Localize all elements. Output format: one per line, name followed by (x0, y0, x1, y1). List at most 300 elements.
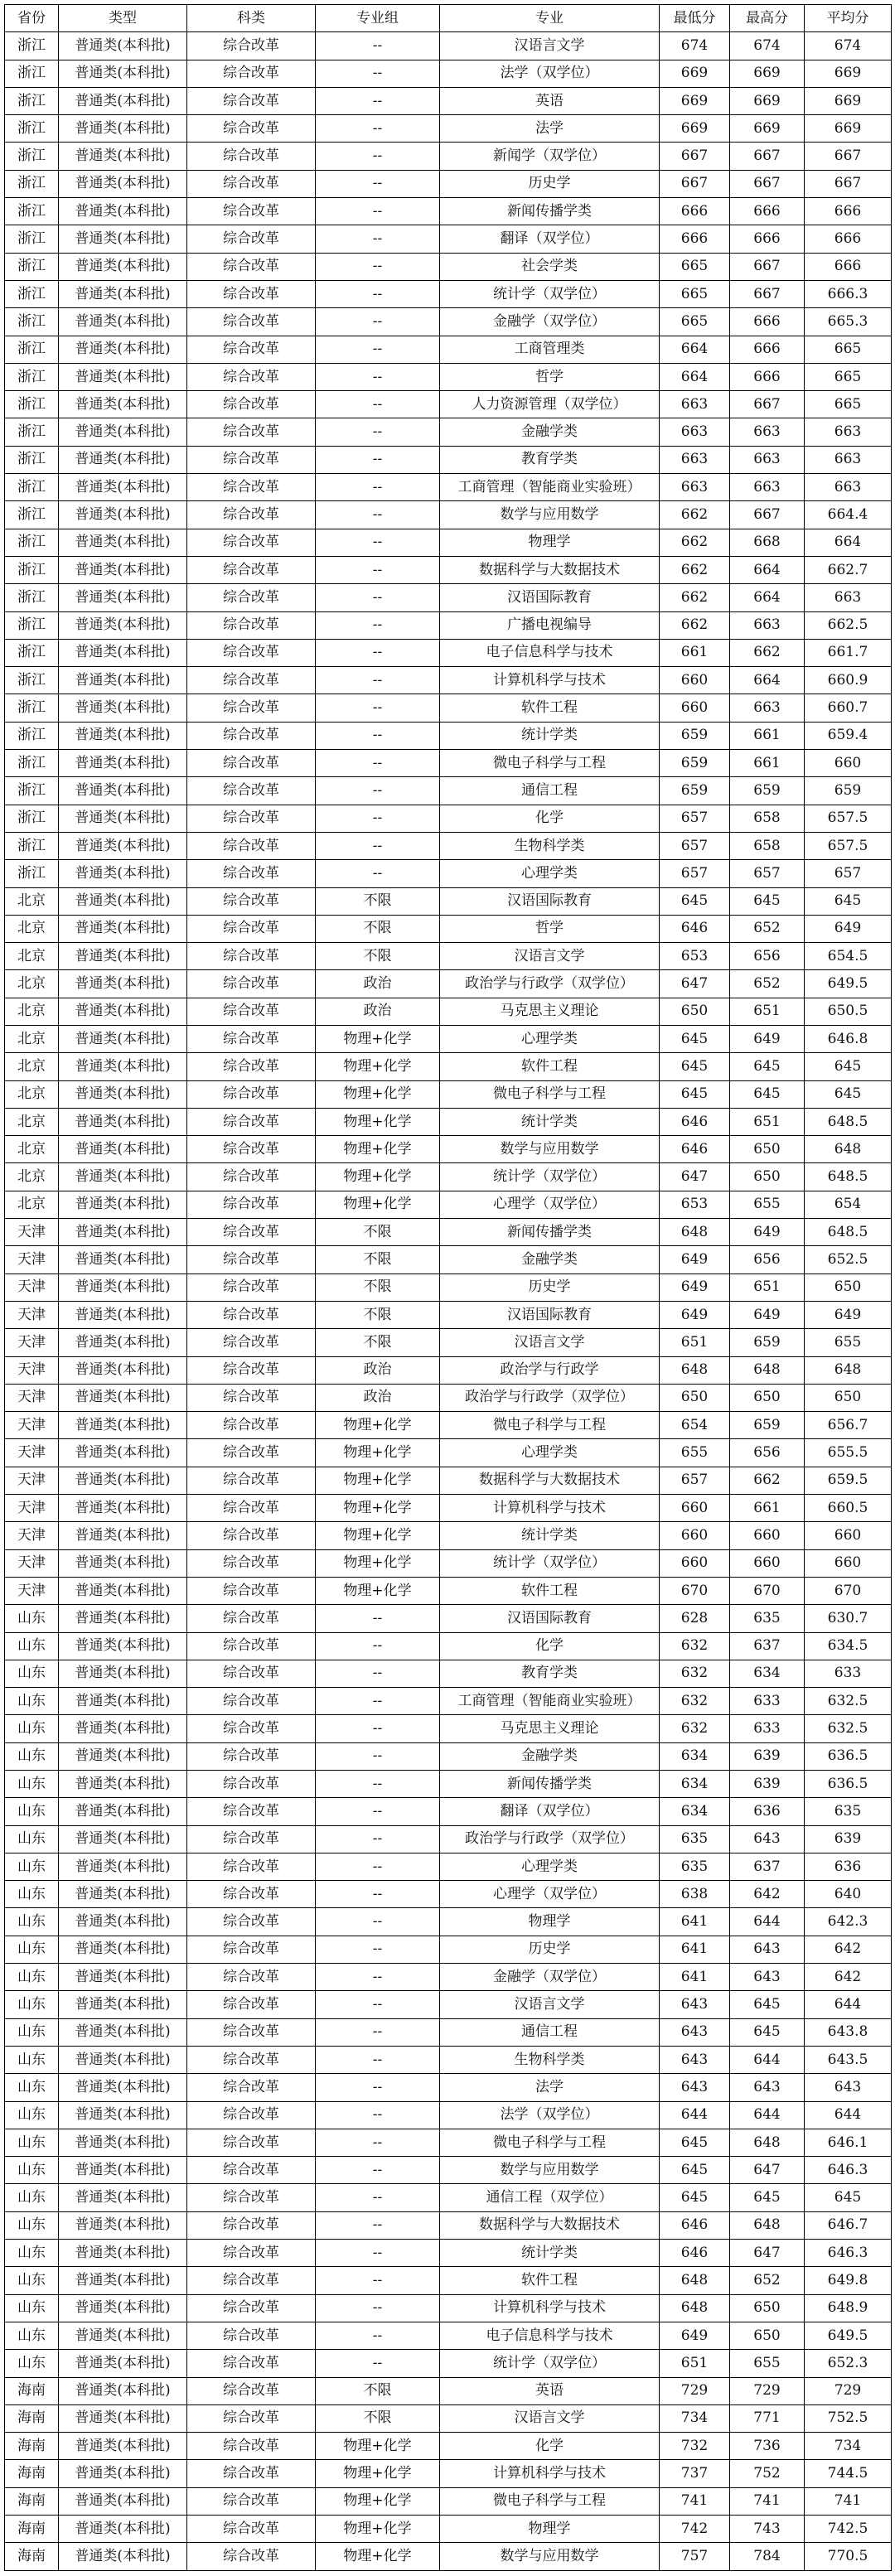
cell-max-score: 643 (730, 1964, 805, 1991)
cell-group: -- (316, 280, 440, 307)
cell-province: 山东 (5, 1688, 59, 1715)
cell-min-score: 659 (660, 750, 730, 777)
cell-category: 综合改革 (187, 1632, 316, 1660)
cell-min-score: 648 (660, 1356, 730, 1384)
cell-min-score: 665 (660, 253, 730, 280)
cell-type: 普通类(本科批) (59, 2101, 187, 2129)
cell-avg-score: 643 (805, 2074, 892, 2101)
cell-type: 普通类(本科批) (59, 418, 187, 446)
cell-max-score: 657 (730, 860, 805, 887)
table-row (5, 1908, 892, 1936)
cell-group: 不限 (316, 2404, 440, 2432)
cell-group: -- (316, 1936, 440, 1963)
cell-category: 综合改革 (187, 1274, 316, 1301)
cell-min-score: 667 (660, 170, 730, 197)
cell-major: 新闻传播学类 (440, 1219, 660, 1246)
cell-min-score: 654 (660, 1412, 730, 1439)
cell-type: 普通类(本科批) (59, 943, 187, 970)
cell-province: 山东 (5, 2157, 59, 2184)
table-row (5, 1964, 892, 1991)
cell-province: 山东 (5, 2350, 59, 2377)
cell-major: 物理学 (440, 529, 660, 556)
cell-avg-score: 648.5 (805, 1219, 892, 1246)
cell-avg-score: 660.7 (805, 694, 892, 722)
cell-category: 综合改革 (187, 584, 316, 611)
cell-min-score: 648 (660, 2294, 730, 2322)
cell-type: 普通类(本科批) (59, 2046, 187, 2073)
cell-category: 综合改革 (187, 143, 316, 170)
table-row (5, 1219, 892, 1246)
cell-avg-score: 665 (805, 363, 892, 390)
cell-type: 普通类(本科批) (59, 556, 187, 583)
cell-group: -- (316, 60, 440, 87)
cell-group: 物理+化学 (316, 1412, 440, 1439)
cell-min-score: 645 (660, 1025, 730, 1052)
cell-min-score: 662 (660, 529, 730, 556)
cell-province: 天津 (5, 1274, 59, 1301)
cell-max-score: 652 (730, 2267, 805, 2294)
table-row (5, 391, 892, 418)
cell-max-score: 667 (730, 391, 805, 418)
cell-group: 不限 (316, 1329, 440, 1356)
cell-province: 浙江 (5, 860, 59, 887)
table-row (5, 1274, 892, 1301)
cell-min-score: 646 (660, 1136, 730, 1163)
cell-max-score: 667 (730, 501, 805, 529)
table-row (5, 832, 892, 859)
cell-province: 天津 (5, 1439, 59, 1467)
cell-min-score: 646 (660, 2240, 730, 2267)
cell-avg-score: 648.9 (805, 2294, 892, 2322)
cell-group: 物理+化学 (316, 1191, 440, 1218)
cell-min-score: 657 (660, 832, 730, 859)
cell-category: 综合改革 (187, 2350, 316, 2377)
cell-category: 综合改革 (187, 1991, 316, 2018)
cell-province: 山东 (5, 2322, 59, 2349)
cell-max-score: 666 (730, 225, 805, 253)
cell-group: -- (316, 1715, 440, 1742)
cell-min-score: 674 (660, 32, 730, 60)
cell-province: 北京 (5, 1053, 59, 1080)
cell-major: 汉语言文学 (440, 32, 660, 60)
cell-min-score: 659 (660, 722, 730, 749)
cell-avg-score: 666.3 (805, 280, 892, 307)
cell-min-score: 663 (660, 446, 730, 473)
cell-major: 教育学类 (440, 446, 660, 473)
cell-min-score: 666 (660, 198, 730, 225)
cell-province: 山东 (5, 2129, 59, 2156)
cell-max-score: 650 (730, 1163, 805, 1191)
cell-major: 新闻传播学类 (440, 1771, 660, 1798)
cell-major: 物理学 (440, 2516, 660, 2543)
cell-category: 综合改革 (187, 2433, 316, 2460)
cell-major: 广播电视编导 (440, 611, 660, 639)
cell-province: 山东 (5, 1936, 59, 1963)
cell-max-score: 660 (730, 1522, 805, 1549)
cell-major: 英语 (440, 87, 660, 114)
cell-group: 物理+化学 (316, 1136, 440, 1163)
cell-min-score: 657 (660, 805, 730, 832)
cell-province: 山东 (5, 2046, 59, 2073)
cell-category: 综合改革 (187, 1301, 316, 1328)
cell-category: 综合改革 (187, 1522, 316, 1549)
cell-group: -- (316, 529, 440, 556)
cell-category: 综合改革 (187, 2074, 316, 2101)
cell-group: 物理+化学 (316, 1577, 440, 1604)
cell-province: 浙江 (5, 87, 59, 114)
cell-avg-score: 654 (805, 1191, 892, 1218)
cell-type: 普通类(本科批) (59, 998, 187, 1025)
table-row (5, 1467, 892, 1494)
cell-category: 综合改革 (187, 2377, 316, 2404)
cell-major: 汉语国际教育 (440, 1605, 660, 1632)
cell-avg-score: 660.9 (805, 667, 892, 694)
cell-group: -- (316, 391, 440, 418)
cell-province: 浙江 (5, 501, 59, 529)
header-max-score: 最高分 (730, 5, 805, 32)
cell-max-score: 666 (730, 336, 805, 363)
cell-avg-score: 649 (805, 915, 892, 942)
cell-type: 普通类(本科批) (59, 1964, 187, 1991)
table-row (5, 363, 892, 390)
cell-group: -- (316, 1825, 440, 1853)
cell-group: -- (316, 694, 440, 722)
cell-category: 综合改革 (187, 2543, 316, 2570)
cell-province: 天津 (5, 1577, 59, 1604)
cell-category: 综合改革 (187, 1439, 316, 1467)
cell-group: 不限 (316, 1274, 440, 1301)
cell-type: 普通类(本科批) (59, 87, 187, 114)
table-row (5, 474, 892, 501)
cell-min-score: 646 (660, 1108, 730, 1135)
cell-max-score: 644 (730, 2046, 805, 2073)
cell-major: 生物科学类 (440, 832, 660, 859)
cell-category: 综合改革 (187, 1688, 316, 1715)
cell-category: 综合改革 (187, 1025, 316, 1052)
cell-category: 综合改革 (187, 1964, 316, 1991)
cell-max-score: 669 (730, 115, 805, 143)
cell-max-score: 667 (730, 143, 805, 170)
cell-min-score: 645 (660, 2157, 730, 2184)
table-row (5, 943, 892, 970)
cell-max-score: 666 (730, 308, 805, 336)
cell-avg-score: 639 (805, 1825, 892, 1853)
cell-group: -- (316, 308, 440, 336)
cell-province: 浙江 (5, 832, 59, 859)
cell-min-score: 661 (660, 639, 730, 666)
table-row (5, 998, 892, 1025)
cell-major: 金融学类 (440, 1246, 660, 1274)
table-row (5, 2129, 892, 2156)
cell-type: 普通类(本科批) (59, 1549, 187, 1577)
cell-type: 普通类(本科批) (59, 805, 187, 832)
cell-avg-score: 667 (805, 143, 892, 170)
cell-province: 浙江 (5, 446, 59, 473)
cell-category: 综合改革 (187, 1908, 316, 1936)
cell-avg-score: 666 (805, 198, 892, 225)
cell-major: 政治学与行政学（双学位） (440, 1384, 660, 1411)
cell-province: 浙江 (5, 529, 59, 556)
cell-province: 山东 (5, 2240, 59, 2267)
cell-major: 数学与应用数学 (440, 2157, 660, 2184)
header-min-score: 最低分 (660, 5, 730, 32)
cell-max-score: 652 (730, 915, 805, 942)
cell-max-score: 651 (730, 998, 805, 1025)
cell-type: 普通类(本科批) (59, 280, 187, 307)
cell-province: 海南 (5, 2433, 59, 2460)
cell-max-score: 650 (730, 2322, 805, 2349)
cell-category: 综合改革 (187, 1605, 316, 1632)
cell-avg-score: 650 (805, 1274, 892, 1301)
cell-type: 普通类(本科批) (59, 1053, 187, 1080)
cell-min-score: 664 (660, 363, 730, 390)
cell-category: 综合改革 (187, 2294, 316, 2322)
cell-category: 综合改革 (187, 1053, 316, 1080)
cell-max-score: 662 (730, 639, 805, 666)
cell-group: -- (316, 556, 440, 583)
cell-major: 法学 (440, 115, 660, 143)
cell-max-score: 650 (730, 1384, 805, 1411)
table-row (5, 860, 892, 887)
cell-max-score: 643 (730, 2074, 805, 2101)
cell-type: 普通类(本科批) (59, 2377, 187, 2404)
cell-avg-score: 643.5 (805, 2046, 892, 2073)
cell-category: 综合改革 (187, 1715, 316, 1742)
cell-major: 教育学类 (440, 1660, 660, 1687)
cell-type: 普通类(本科批) (59, 2267, 187, 2294)
cell-province: 浙江 (5, 143, 59, 170)
cell-avg-score: 640 (805, 1881, 892, 1908)
cell-min-score: 649 (660, 1301, 730, 1328)
table-row (5, 1108, 892, 1135)
table-row (5, 722, 892, 749)
cell-max-score: 741 (730, 2487, 805, 2515)
cell-major: 计算机科学与技术 (440, 667, 660, 694)
cell-type: 普通类(本科批) (59, 32, 187, 60)
cell-major: 金融学类 (440, 418, 660, 446)
cell-major: 汉语言文学 (440, 1991, 660, 2018)
cell-group: -- (316, 143, 440, 170)
cell-avg-score: 660.5 (805, 1495, 892, 1522)
cell-province: 浙江 (5, 198, 59, 225)
cell-category: 综合改革 (187, 694, 316, 722)
table-row (5, 2211, 892, 2239)
cell-min-score: 666 (660, 225, 730, 253)
cell-avg-score: 657.5 (805, 832, 892, 859)
cell-max-score: 658 (730, 832, 805, 859)
cell-avg-score: 646.3 (805, 2240, 892, 2267)
cell-max-score: 666 (730, 363, 805, 390)
cell-max-score: 645 (730, 2018, 805, 2046)
cell-group: -- (316, 170, 440, 197)
table-row (5, 115, 892, 143)
cell-max-score: 662 (730, 1467, 805, 1494)
cell-type: 普通类(本科批) (59, 1025, 187, 1052)
cell-group: 物理+化学 (316, 1439, 440, 1467)
cell-major: 工商管理（智能商业实验班） (440, 474, 660, 501)
cell-type: 普通类(本科批) (59, 1384, 187, 1411)
cell-max-score: 743 (730, 2516, 805, 2543)
cell-max-score: 648 (730, 2129, 805, 2156)
table-row (5, 2018, 892, 2046)
table-row (5, 1412, 892, 1439)
cell-type: 普通类(本科批) (59, 1605, 187, 1632)
cell-avg-score: 655.5 (805, 1439, 892, 1467)
header-type: 类型 (59, 5, 187, 32)
cell-type: 普通类(本科批) (59, 143, 187, 170)
table-row (5, 501, 892, 529)
cell-category: 综合改革 (187, 1936, 316, 1963)
cell-min-score: 649 (660, 1246, 730, 1274)
cell-min-score: 742 (660, 2516, 730, 2543)
cell-type: 普通类(本科批) (59, 694, 187, 722)
table-row (5, 694, 892, 722)
cell-group: -- (316, 832, 440, 859)
cell-avg-score: 645 (805, 1080, 892, 1108)
cell-province: 浙江 (5, 363, 59, 390)
cell-major: 数据科学与大数据技术 (440, 2211, 660, 2239)
cell-avg-score: 649.5 (805, 2322, 892, 2349)
cell-major: 统计学（双学位） (440, 2350, 660, 2377)
cell-major: 电子信息科学与技术 (440, 639, 660, 666)
cell-min-score: 657 (660, 1467, 730, 1494)
cell-type: 普通类(本科批) (59, 446, 187, 473)
table-row (5, 1742, 892, 1770)
cell-avg-score: 632.5 (805, 1715, 892, 1742)
cell-avg-score: 634.5 (805, 1632, 892, 1660)
cell-group: -- (316, 2046, 440, 2073)
cell-type: 普通类(本科批) (59, 1108, 187, 1135)
cell-max-score: 645 (730, 887, 805, 915)
cell-major: 数学与应用数学 (440, 1136, 660, 1163)
cell-group: 不限 (316, 943, 440, 970)
cell-major: 电子信息科学与技术 (440, 2322, 660, 2349)
table-row (5, 529, 892, 556)
cell-max-score: 656 (730, 1246, 805, 1274)
cell-type: 普通类(本科批) (59, 2211, 187, 2239)
cell-province: 天津 (5, 1549, 59, 1577)
cell-type: 普通类(本科批) (59, 2074, 187, 2101)
table-row (5, 1246, 892, 1274)
cell-major: 马克思主义理论 (440, 1715, 660, 1742)
cell-major: 数学与应用数学 (440, 2543, 660, 2570)
cell-province: 山东 (5, 1605, 59, 1632)
cell-major: 政治学与行政学 (440, 1356, 660, 1384)
cell-group: -- (316, 2211, 440, 2239)
cell-max-score: 664 (730, 556, 805, 583)
cell-max-score: 664 (730, 584, 805, 611)
cell-type: 普通类(本科批) (59, 1467, 187, 1494)
cell-avg-score: 648 (805, 1136, 892, 1163)
cell-category: 综合改革 (187, 60, 316, 87)
cell-max-score: 659 (730, 1412, 805, 1439)
cell-avg-score: 645 (805, 887, 892, 915)
cell-max-score: 636 (730, 1798, 805, 1825)
cell-avg-score: 648.5 (805, 1108, 892, 1135)
cell-major: 翻译（双学位） (440, 225, 660, 253)
cell-type: 普通类(本科批) (59, 253, 187, 280)
table-body (5, 32, 892, 2570)
cell-province: 浙江 (5, 418, 59, 446)
cell-type: 普通类(本科批) (59, 225, 187, 253)
cell-type: 普通类(本科批) (59, 2404, 187, 2432)
cell-major: 化学 (440, 805, 660, 832)
table-row (5, 2240, 892, 2267)
cell-min-score: 643 (660, 1991, 730, 2018)
cell-province: 山东 (5, 2211, 59, 2239)
cell-type: 普通类(本科批) (59, 501, 187, 529)
table-row (5, 1605, 892, 1632)
cell-category: 综合改革 (187, 2184, 316, 2211)
table-row (5, 336, 892, 363)
cell-category: 综合改革 (187, 915, 316, 942)
cell-min-score: 632 (660, 1632, 730, 1660)
cell-avg-score: 642.3 (805, 1908, 892, 1936)
cell-type: 普通类(本科批) (59, 667, 187, 694)
cell-type: 普通类(本科批) (59, 1881, 187, 1908)
cell-province: 海南 (5, 2404, 59, 2432)
table-row (5, 2433, 892, 2460)
cell-min-score: 638 (660, 1881, 730, 1908)
cell-province: 山东 (5, 1742, 59, 1770)
cell-group: -- (316, 1881, 440, 1908)
cell-type: 普通类(本科批) (59, 887, 187, 915)
cell-province: 天津 (5, 1384, 59, 1411)
table-row (5, 970, 892, 998)
cell-major: 翻译（双学位） (440, 1798, 660, 1825)
cell-major: 汉语言文学 (440, 943, 660, 970)
cell-avg-score: 630.7 (805, 1605, 892, 1632)
cell-group: -- (316, 667, 440, 694)
cell-group: 物理+化学 (316, 2433, 440, 2460)
cell-avg-score: 657 (805, 860, 892, 887)
cell-province: 山东 (5, 1853, 59, 1880)
cell-min-score: 660 (660, 1495, 730, 1522)
cell-group: -- (316, 722, 440, 749)
cell-type: 普通类(本科批) (59, 1495, 187, 1522)
cell-group: 不限 (316, 887, 440, 915)
cell-group: -- (316, 2157, 440, 2184)
cell-province: 北京 (5, 887, 59, 915)
table-row (5, 1798, 892, 1825)
cell-max-score: 634 (730, 1660, 805, 1687)
cell-min-score: 645 (660, 1080, 730, 1108)
cell-category: 综合改革 (187, 1853, 316, 1880)
cell-major: 软件工程 (440, 1577, 660, 1604)
cell-province: 山东 (5, 2018, 59, 2046)
cell-max-score: 659 (730, 1329, 805, 1356)
cell-type: 普通类(本科批) (59, 2018, 187, 2046)
cell-major: 统计学类 (440, 2240, 660, 2267)
cell-major: 人力资源管理（双学位） (440, 391, 660, 418)
table-row (5, 1853, 892, 1880)
cell-type: 普通类(本科批) (59, 2516, 187, 2543)
cell-min-score: 737 (660, 2460, 730, 2487)
cell-min-score: 734 (660, 2404, 730, 2432)
cell-group: 物理+化学 (316, 1467, 440, 1494)
cell-major: 计算机科学与技术 (440, 2294, 660, 2322)
cell-avg-score: 659 (805, 777, 892, 805)
cell-major: 化学 (440, 1632, 660, 1660)
cell-max-score: 736 (730, 2433, 805, 2460)
cell-avg-score: 664.4 (805, 501, 892, 529)
table-row (5, 2404, 892, 2432)
cell-min-score: 655 (660, 1439, 730, 1467)
cell-type: 普通类(本科批) (59, 2460, 187, 2487)
cell-max-score: 663 (730, 694, 805, 722)
cell-major: 金融学（双学位） (440, 1964, 660, 1991)
cell-max-score: 633 (730, 1688, 805, 1715)
